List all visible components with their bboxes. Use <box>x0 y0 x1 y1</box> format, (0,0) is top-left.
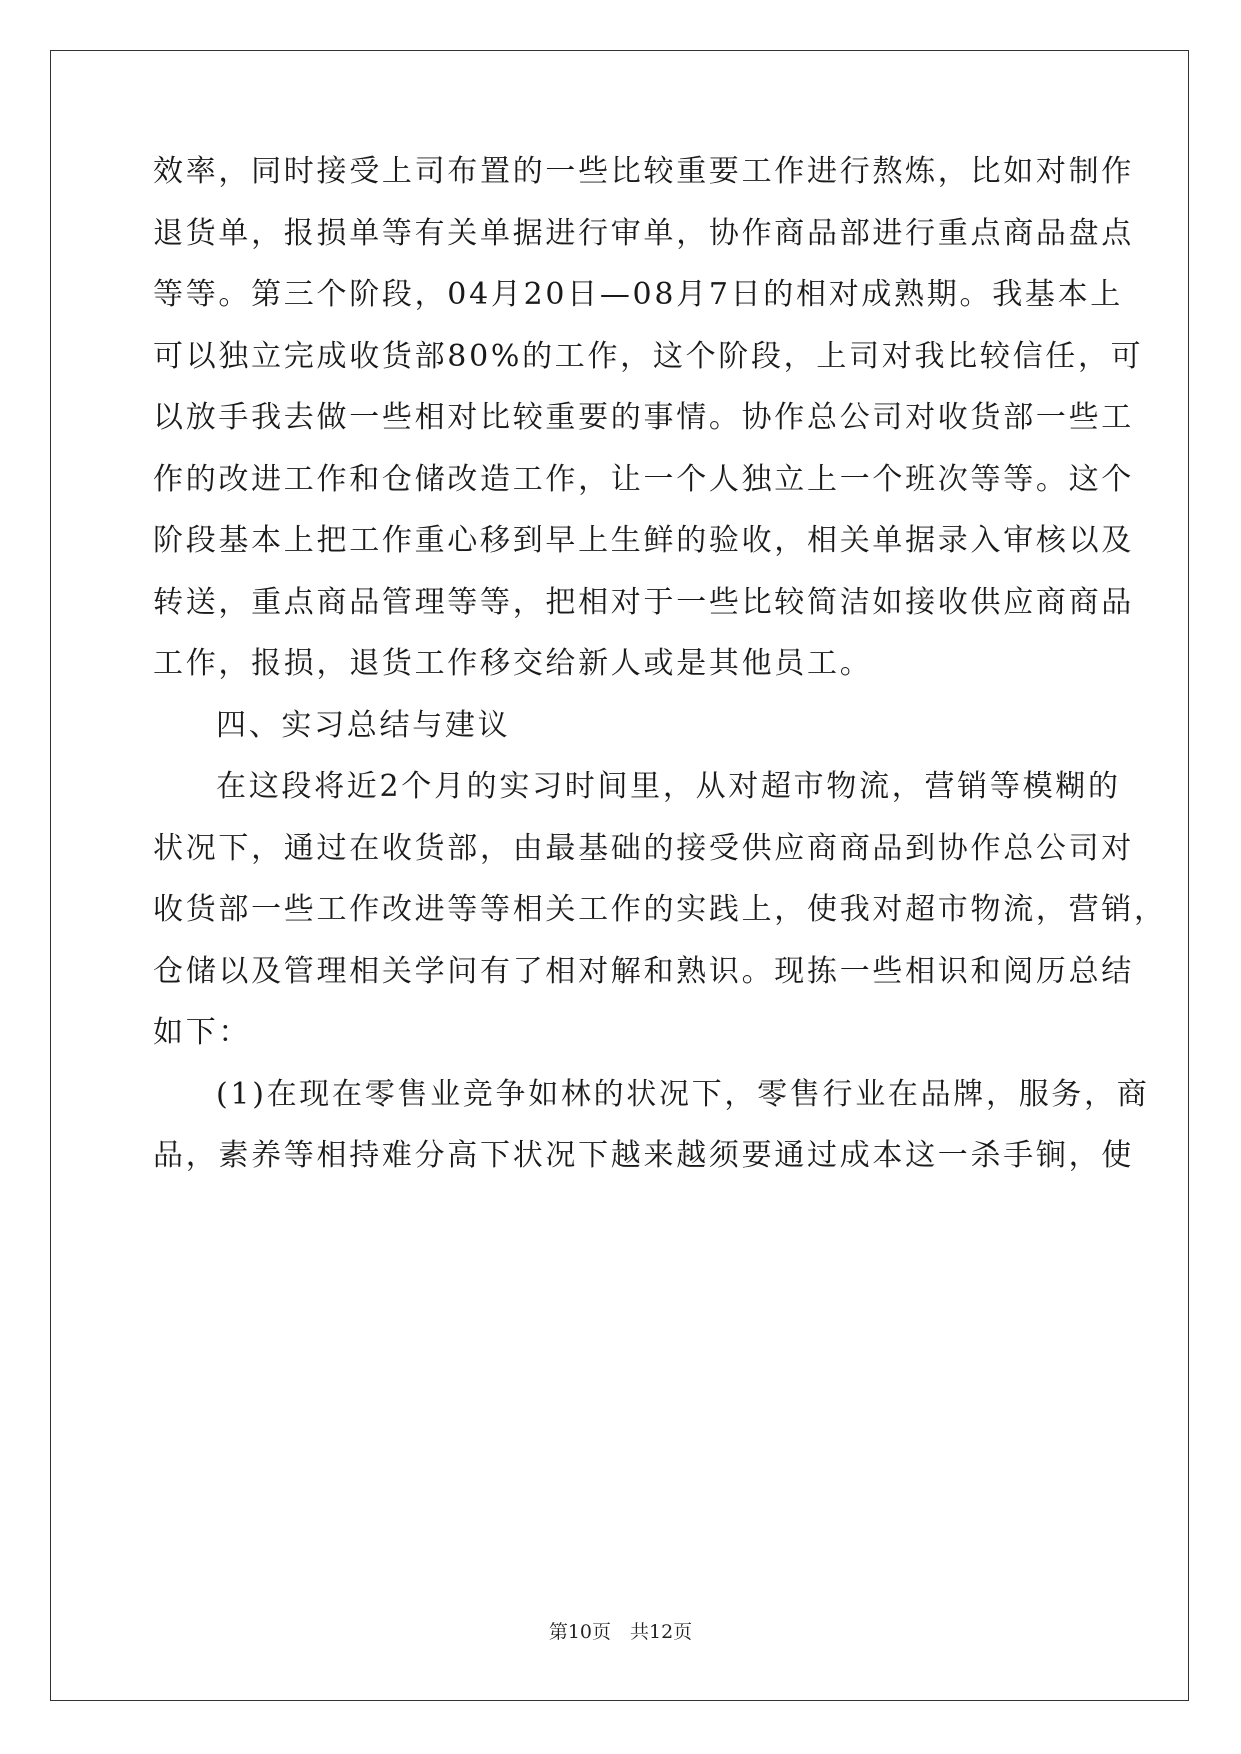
body-line: 效率，同时接受上司布置的一些比较重要工作进行熬炼，比如对制作 <box>153 154 1134 189</box>
page-number-footer: 第10页 共12页 <box>548 1621 693 1643</box>
body-line: 退货单，报损单等有关单据进行审单，协作商品部进行重点商品盘点 <box>153 215 1134 251</box>
body-line: 以放手我去做一些相对比较重要的事情。协作总公司对收货部一些工 <box>153 400 1134 435</box>
body-line: 等等。第三个阶段，04月20日—08月7日的相对成熟期。我基本上 <box>153 277 1124 312</box>
body-line: 工作，报损，退货工作移交给新人或是其他员工。 <box>153 646 873 681</box>
body-line: 阶段基本上把工作重心移到早上生鲜的验收，相关单据录入审核以及 <box>153 523 1134 558</box>
body-line: 可以独立完成收货部80%的工作，这个阶段，上司对我比较信任，可 <box>153 338 1144 374</box>
body-line: 仓储以及管理相关学问有了相对解和熟识。现拣一些相识和阅历总结 <box>153 953 1134 989</box>
paragraph-start: (1)在现在零售业竞争如林的状况下，零售行业在品牌，服务，商 <box>216 1076 1150 1112</box>
body-line: 转送，重点商品管理等等，把相对于一些比较简洁如接收供应商商品 <box>153 584 1134 620</box>
body-line: 作的改进工作和仓储改造工作，让一个人独立上一个班次等等。这个 <box>153 461 1134 497</box>
body-line: 状况下，通过在收货部，由最基础的接受供应商商品到协作总公司对 <box>153 830 1134 866</box>
paragraph-start: 在这段将近2个月的实习时间里，从对超市物流，营销等模糊的 <box>216 769 1121 804</box>
document-body <box>153 154 1167 1203</box>
body-line: 如下： <box>153 1015 252 1050</box>
body-line: 品，素养等相持难分高下状况下越来越须要通过成本这一杀手锏，使 <box>153 1138 1134 1173</box>
section-heading: 四、实习总结与建议 <box>216 707 511 743</box>
body-line: 收货部一些工作改进等等相关工作的实践上，使我对超市物流，营销， <box>153 892 1167 927</box>
